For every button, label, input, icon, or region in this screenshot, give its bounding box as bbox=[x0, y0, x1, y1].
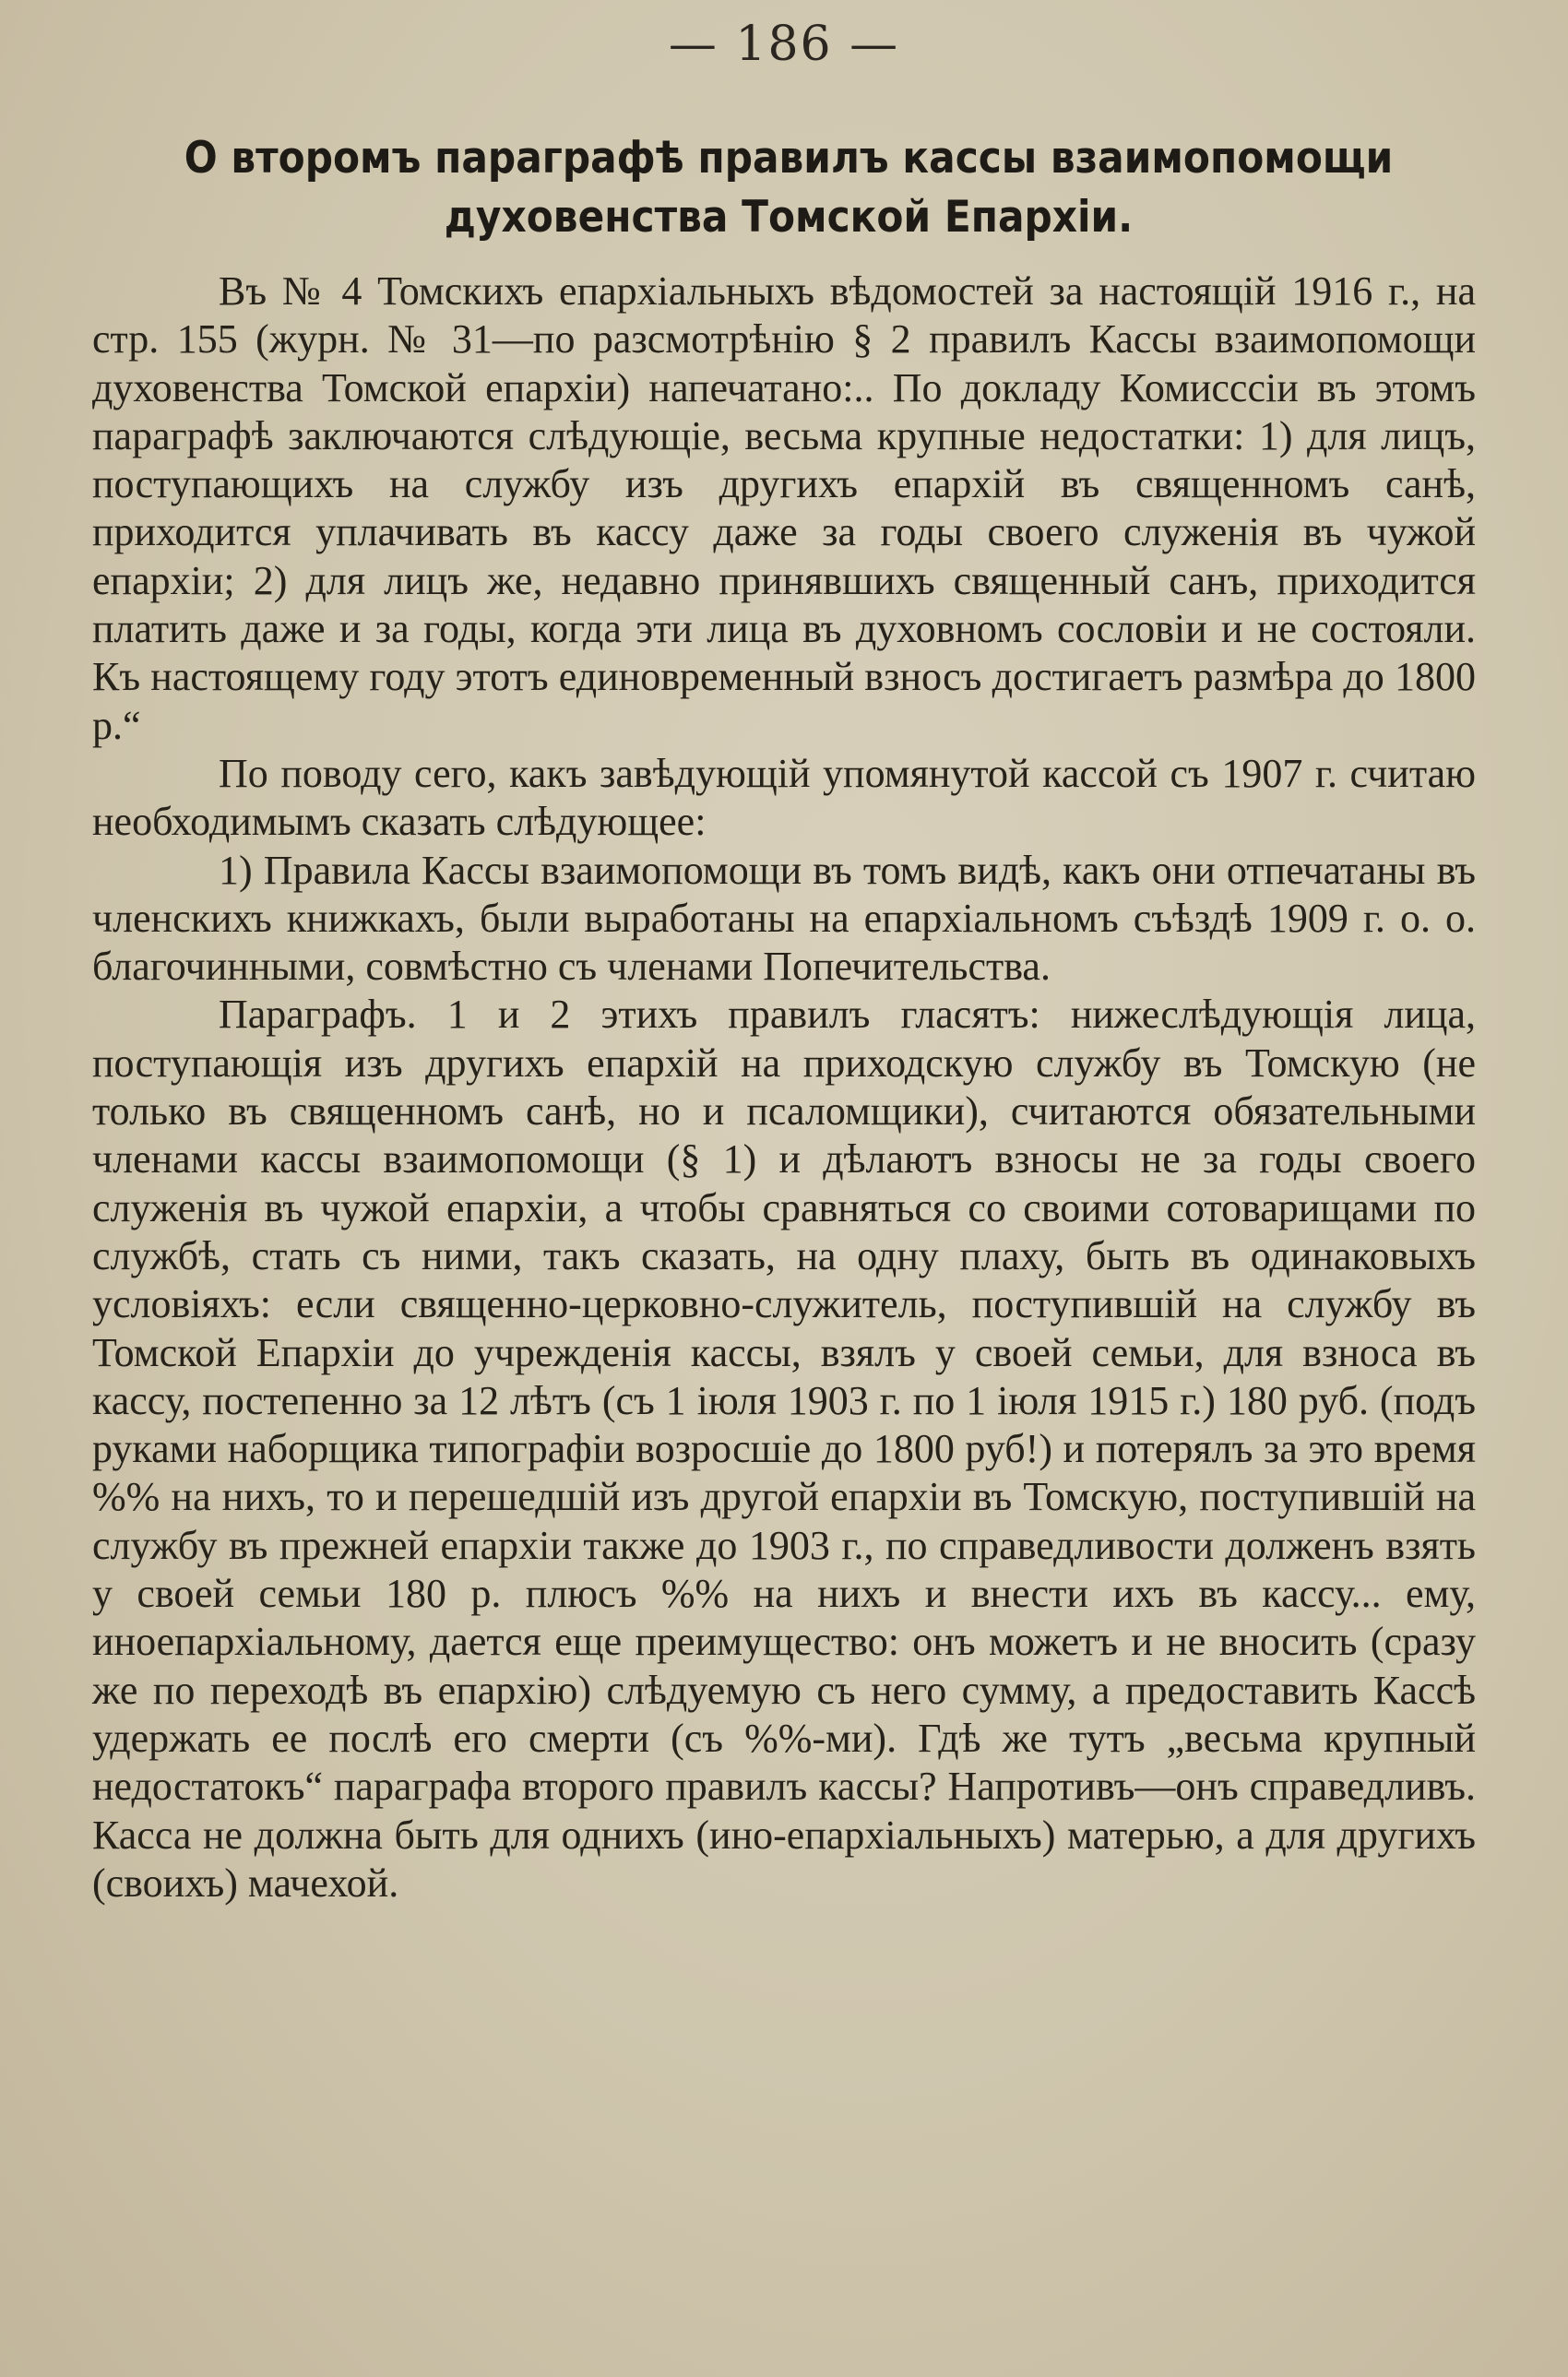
paragraph-4: Параграфъ. 1 и 2 этихъ правилъ гласятъ: нижеслѣдующія лица, поступающія изъ другихъ епархій на приходскую службу въ Томскую (не только въ священномъ санѣ, но и псаломщики), считаются обязательными членами кассы взаимопомощи (§ 1) и дѣлаютъ взносы не за годы своего служенія въ чужой епархіи, а чтобы сравняться со своими сотоварищами по службѣ, стать съ ними, такъ сказать, на одну плаху, быть въ одинаковыхъ условіяхъ: если священно-церковно-служитель, поступившій на службу въ Томской Епархіи до учрежденія кассы, взялъ у своей семьи, для взноса въ кассу, постепенно за 12 лѣтъ (съ 1 іюля 1903 г. по 1 іюля 1915 г.) 180 руб. (подъ руками наборщика типографіи возросшіе до 1800 руб!) и потерялъ за это время %% на нихъ, то и перешедшій изъ другой епархіи въ Томскую, поступившій на службу въ прежней епархіи также до 1903 г., по справедливости долженъ взять у своей семьи 180 р. плюсъ %% на нихъ и внести ихъ въ кассу... ему, иноепархіальному, дается еще преимущество: онъ можетъ и не вносить (сразу же по переходѣ въ епархію) слѣдуемую съ него сумму, а предоставить Кассѣ удержать ее послѣ его смерти (съ %%-ми). Гдѣ же тутъ „весьма крупный недостатокъ“ параграфа второго правилъ кассы? Напротивъ—онъ справедливъ. Касса не должна быть для однихъ (ино-епархіальныхъ) матерью, а для другихъ (своихъ) мачехой. bbox=[92, 992, 1476, 1906]
article-body bbox=[92, 267, 1476, 1908]
paragraph-1: Въ № 4 Томскихъ епархіальныхъ вѣдомостей за настоящій 1916 г., на стр. 155 (журн. № 31—по разсмотрѣнію § 2 правилъ Кассы взаимопомощи духовенства Томской епархіи) напечатано:.. По докладу Комиссcіи въ этомъ параграфѣ заключаются слѣдующіе, весьма крупные недостатки: 1) для лицъ, поступающихъ на службу изъ другихъ епархій въ священномъ санѣ, приходится уплачивать въ кассу даже за годы своего служенія въ чужой епархіи; 2) для лицъ же, недавно принявшихъ священный санъ, приходится платить даже и за годы, когда эти лица въ духовномъ сословіи и не состояли. Къ настоящему году этотъ единовременный взносъ достигаетъ размѣра до 1800 р.“ bbox=[92, 268, 1476, 748]
paragraph-3: 1) Правила Кассы взаимопомощи въ томъ видѣ, какъ они отпечатаны въ членскихъ книжкахъ, были выработаны на епархіальномъ съѣздѣ 1909 г. о. о. благочинными, совмѣстно съ членами Попечительства. bbox=[92, 847, 1476, 990]
article-title: О второмъ параграфѣ правилъ кассы взаимопомощи духовенства Томской Епархіи. bbox=[184, 133, 1394, 243]
paragraph-2: По поводу сего, какъ завѣдующій упомянутой кассой съ 1907 г. считаю необходимымъ сказать слѣдующее: bbox=[92, 750, 1476, 845]
page-number: — 186 — bbox=[668, 17, 900, 72]
